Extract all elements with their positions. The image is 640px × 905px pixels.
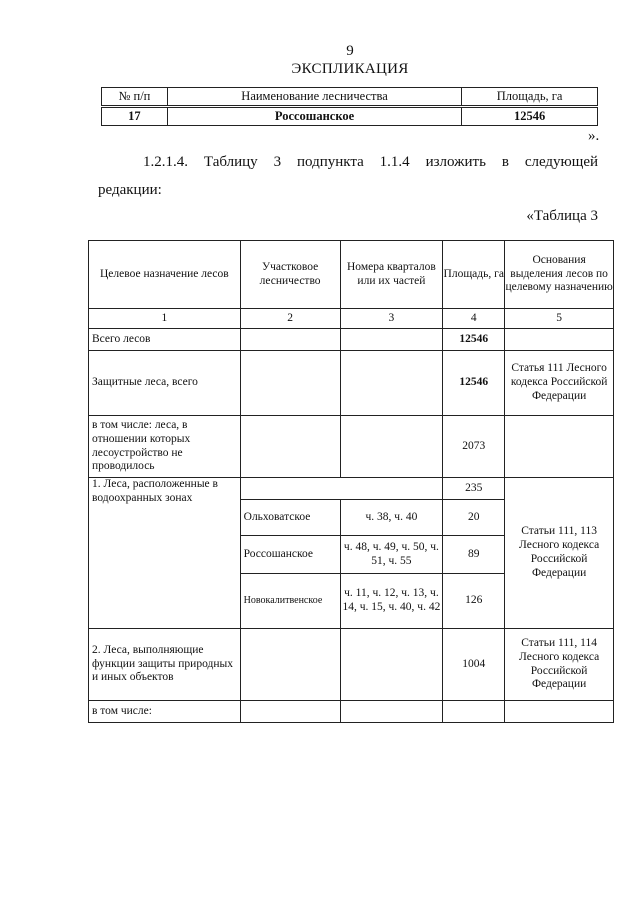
empty-cell (443, 701, 505, 723)
protect-objects-basis: Статьи 111, 114 Лесного кодекса Российской Федерации (505, 629, 614, 701)
column-number: 2 (240, 309, 340, 329)
column-number-row (89, 309, 614, 329)
protective-label: Защитные леса, всего (89, 351, 241, 416)
explication-data-row (102, 107, 598, 126)
column-number: 1 (89, 309, 241, 329)
empty-cell (340, 329, 443, 351)
protective-area: 12546 (443, 351, 505, 416)
page-number: 9 (346, 43, 354, 59)
closing-quote: ». (588, 128, 600, 144)
column-number: 4 (443, 309, 505, 329)
column-number: 5 (505, 309, 614, 329)
explication-header-row (102, 88, 598, 107)
empty-cell (240, 416, 340, 478)
empty-cell (240, 329, 340, 351)
empty-cell (240, 701, 340, 723)
empty-cell (505, 329, 614, 351)
table-3 (88, 240, 614, 723)
district-area: 89 (443, 536, 505, 574)
header-number: № п/п (102, 88, 168, 107)
unmanaged-area: 2073 (443, 416, 505, 478)
header-basis: Основания выделения лесов по целевому назначению (505, 241, 614, 309)
protective-row (89, 351, 614, 416)
cell-number: 17 (102, 107, 168, 126)
water-zone-row (89, 478, 614, 500)
instruction-line-2: редакции: (98, 182, 162, 198)
empty-cell (340, 629, 443, 701)
empty-cell (240, 478, 443, 500)
header-quarters: Номера кварталов или их частей (340, 241, 443, 309)
district-name: Новокалитвенское (240, 574, 340, 629)
quarter-numbers: ч. 48, ч. 49, ч. 50, ч. 51, ч. 55 (340, 536, 443, 574)
district-area: 20 (443, 500, 505, 536)
document-title: ЭКСПЛИКАЦИЯ (291, 61, 409, 77)
quarter-numbers: ч. 11, ч. 12, ч. 13, ч. 14, ч. 15, ч. 40, ч. 42 (340, 574, 443, 629)
empty-cell (240, 351, 340, 416)
empty-cell (340, 416, 443, 478)
total-area: 12546 (443, 329, 505, 351)
including-row (89, 701, 614, 723)
district-name: Ольховатское (240, 500, 340, 536)
header-district: Участковое лесничество (240, 241, 340, 309)
empty-cell (505, 416, 614, 478)
empty-cell (505, 701, 614, 723)
instruction-line-1: 1.2.1.4. Таблицу 3 подпункта 1.1.4 изложить в следующей (143, 154, 598, 170)
empty-cell (340, 701, 443, 723)
protect-objects-row (89, 629, 614, 701)
district-area: 126 (443, 574, 505, 629)
including-label: в том числе: (89, 701, 241, 723)
header-area: Площадь, га (462, 88, 598, 107)
water-zone-label: 1. Леса, расположенные в водоохранных зонах (89, 478, 241, 629)
header-area: Площадь, га (443, 241, 505, 309)
total-label: Всего лесов (89, 329, 241, 351)
water-zone-area: 235 (443, 478, 505, 500)
empty-cell (240, 629, 340, 701)
explication-table (101, 87, 598, 126)
protective-basis: Статья 111 Лесного кодекса Российской Федерации (505, 351, 614, 416)
column-number: 3 (340, 309, 443, 329)
water-zone-basis: Статьи 111, 113 Лесного кодекса Российской Федерации (505, 478, 614, 629)
empty-cell (340, 351, 443, 416)
protect-objects-area: 1004 (443, 629, 505, 701)
cell-forestry-name: Россошанское (167, 107, 461, 126)
table-caption: «Таблица 3 (526, 208, 598, 224)
protect-objects-label: 2. Леса, выполняющие функции защиты природных и иных объектов (89, 629, 241, 701)
table-header-row (89, 241, 614, 309)
quarter-numbers: ч. 38, ч. 40 (340, 500, 443, 536)
district-name: Россошанское (240, 536, 340, 574)
header-purpose: Целевое назначение лесов (89, 241, 241, 309)
header-forestry-name: Наименование лесничества (167, 88, 461, 107)
unmanaged-label: в том числе: леса, в отношении которых лесоустройство не проводилось (89, 416, 241, 478)
total-row (89, 329, 614, 351)
cell-area: 12546 (462, 107, 598, 126)
unmanaged-row (89, 416, 614, 478)
